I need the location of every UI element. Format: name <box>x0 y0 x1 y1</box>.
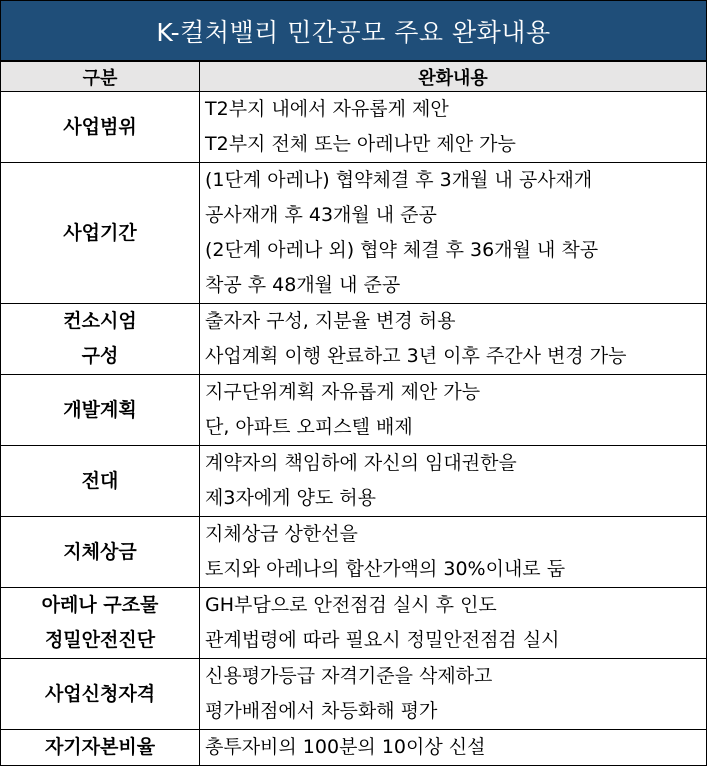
category-label: 사업범위 <box>63 115 137 138</box>
category-label: 컨소시엄 <box>63 310 137 332</box>
table-row <box>1 446 707 517</box>
content-line: 사업계획 이행 완료하고 3년 이후 주간사 변경 가능 <box>205 345 627 367</box>
category-label: 자기자본비율 <box>44 736 156 758</box>
content-line: T2부지 전체 또는 아레나만 제안 가능 <box>205 133 516 155</box>
row-category <box>1 730 200 766</box>
content-line: (1단계 아레나) 협약체결 후 3개월 내 공사재개 <box>205 169 593 191</box>
content-line: 공사재개 후 43개월 내 준공 <box>205 204 437 226</box>
row-content <box>200 517 707 588</box>
content-line: GH부담으로 안전점검 실시 후 인도 <box>205 594 497 616</box>
category-label: 개발계획 <box>63 398 137 421</box>
content-line: 평가배점에서 차등화해 평가 <box>205 700 438 722</box>
category-label: 사업기간 <box>63 221 137 244</box>
row-category <box>1 588 200 659</box>
row-content <box>200 304 707 375</box>
category-label: 전대 <box>81 469 119 492</box>
content-line: 출자자 구성, 지분율 변경 허용 <box>205 310 456 332</box>
row-content <box>200 163 707 304</box>
header-row <box>1 62 707 92</box>
row-content <box>200 375 707 446</box>
row-content <box>200 92 707 163</box>
table-body <box>1 92 707 766</box>
row-content <box>200 588 707 659</box>
content-line: 관계법령에 따라 필요시 정밀안전점검 실시 <box>205 629 560 651</box>
table-title: K-컬처밸리 민간공모 주요 완화내용 <box>0 0 707 61</box>
content-line: 토지와 아레나의 합산가액의 30%이내로 둠 <box>205 558 566 580</box>
table-row <box>1 304 707 375</box>
header-category: 구분 <box>1 62 200 92</box>
content-line: 제3자에게 양도 허용 <box>205 487 376 509</box>
row-category <box>1 375 200 446</box>
category-label: 정밀안전진단 <box>44 629 156 651</box>
content-line: 착공 후 48개월 내 준공 <box>205 274 401 296</box>
row-content <box>200 659 707 730</box>
content-line: 지구단위계획 자유롭게 제안 가능 <box>205 381 481 403</box>
row-content <box>200 446 707 517</box>
table-row <box>1 163 707 304</box>
row-category <box>1 163 200 304</box>
row-category <box>1 92 200 163</box>
relaxation-table <box>0 61 707 766</box>
table-row <box>1 659 707 730</box>
content-line: 지체상금 상한선을 <box>205 523 358 545</box>
content-line: 단, 아파트 오피스텔 배제 <box>205 416 413 438</box>
category-label: 지체상금 <box>63 540 137 563</box>
table-row <box>1 588 707 659</box>
row-category <box>1 304 200 375</box>
row-category <box>1 446 200 517</box>
row-content <box>200 730 707 766</box>
row-category <box>1 659 200 730</box>
table-row <box>1 375 707 446</box>
row-category <box>1 517 200 588</box>
category-label: 아레나 구조물 <box>41 594 159 616</box>
category-label: 구성 <box>81 345 119 367</box>
table-row <box>1 517 707 588</box>
content-line: 총투자비의 100분의 10이상 신설 <box>205 736 486 758</box>
table-row <box>1 730 707 766</box>
header-content: 완화내용 <box>200 62 707 92</box>
content-line: T2부지 내에서 자유롭게 제안 <box>205 98 449 120</box>
table-row <box>1 92 707 163</box>
content-line: 계약자의 책임하에 자신의 임대권한을 <box>205 452 517 474</box>
content-line: 신용평가등급 자격기준을 삭제하고 <box>205 665 493 687</box>
content-line: (2단계 아레나 외) 협약 체결 후 36개월 내 착공 <box>205 239 599 261</box>
category-label: 사업신청자격 <box>44 682 156 705</box>
